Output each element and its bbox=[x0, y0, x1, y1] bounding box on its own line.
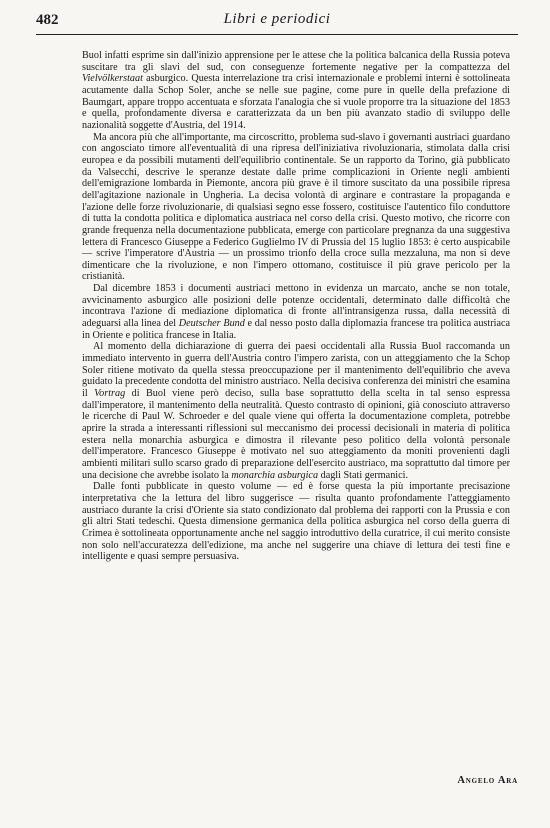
text-run: Dal dicembre 1853 i documenti austriaci mettono in evidenza un marcato, anche se non totale, avvicinamento asburgico alle posizioni delle potenze occidentali, determinato dalle difficoltà che incontrava l'azione di mediazione diplomatica di fronte all'intransigenza russa, dalla necessità di adeguarsi alla linea del bbox=[82, 283, 510, 330]
paragraph bbox=[82, 481, 510, 563]
paragraph bbox=[82, 50, 510, 132]
text-run: asburgico. Questa interrelazione tra crisi internazionale e problemi interni è sottolineata acutamente dalla Schop Soler, anche se nelle sue pagine, come pure in quelle della prefazione di Baumgart, appare troppo accentuata e sforzata l'analogia che si vuole proporre tra la situazione del 1853 e quella, profondamente diversa e caratterizzata da un ben più avanzato stadio di sviluppo delle nazionalità soggette d'Austria, del 1914. bbox=[82, 73, 510, 131]
text-run: Buol infatti esprime sin dall'inizio apprensione per le attese che la politica balcanica della Russia poteva suscitare tra gli slavi del sud, con conseguenze fortemente negative per la compattezza del bbox=[82, 50, 510, 73]
text-run: Dalle fonti pubblicate in questo volume — ed è forse questa la più importante precisazione interpretativa che la lettura del libro suggerisce — risulta quanto profondamente l'atteggiamento austriaco durante la crisi d'Oriente sia stato condizionato dal problema dei rapporti con la Prussia e con gli altri Stati tedeschi. Questa dimensione germanica della politica asburgica nel corso della guerra di Crimea è sottolineata opportunamente anche nel saggio introduttivo della curatrice, il cui merito consiste non solo nell'accuratezza dell'edizione, ma anche nel suggerire una chiave di lettura dei testi fine e intelligente e quasi sempre persuasiva. bbox=[82, 481, 510, 563]
paragraph bbox=[82, 341, 510, 481]
page-number: 482 bbox=[36, 12, 59, 28]
italic-run: Vielvölkerstaat bbox=[82, 73, 143, 85]
text-run: dagli Stati germanici. bbox=[318, 469, 409, 481]
text-run: Ma ancora più che all'importante, ma circoscritto, problema sud-slavo i governanti austriaci guardano con angosciato timore all'eventualità di una ripresa dell'iniziativa rivoluzionaria, stimolata dalla crisi europea e da possibili mutamenti dell'equilibrio continentale. Se un rapporto da Torino, già pubblicato da Valsecchi, descrive le speranze destate dalle prime complicazioni in Oriente negli ambienti dell'emigrazione lombarda in Piemonte, ancora più grave è il timore suscitato da una possibile ripresa dell'agitazione nazionale in Ungheria. La decisa volontà di arginare e contrastare la propaganda e l'azione delle forze rivoluzionarie, di qualsiasi segno esse fossero, costituisce l'autentico filo conduttore di tutta la condotta politica e diplomatica austriaca nel corso della crisi. Questo motivo, che ricorre con grande frequenza nella documentazione pubblicata, emerge con particolare pregnanza da una suggestiva lettera di Francesco Giuseppe a Federico Guglielmo IV di Prussia del 15 luglio 1853: è certo auspicabile — scrive l'imperatore d'Austria — un prossimo trionfo della croce sulla mezzaluna, ma non si deve dimenticare che la rivoluzione, e non l'impero ottomano, costituisce il più grave pericolo per la cristianità. bbox=[82, 131, 510, 283]
author-signature: Angelo Ara bbox=[457, 775, 518, 786]
paragraph bbox=[82, 132, 510, 284]
text-run: Al momento della dichiarazione di guerra dei paesi occidentali alla Russia Buol raccomanda un immediato intervento in guerra dell'Austria contro l'impero zarista, con un atteggiamento che la Schop Soler ritiene motivato da quella stessa preoccupazione per il mantenimento dell'equilibrio che aveva guidato la precedente condotta del ministro austriaco. Nella decisiva conferenza dei ministri che esamina il bbox=[82, 341, 510, 400]
italic-run: monarchia asburgica bbox=[231, 469, 319, 481]
paragraph bbox=[82, 283, 510, 341]
italic-run: Deutscher Bund bbox=[178, 318, 245, 330]
text-run: e dal nesso posto dalla diplomazia francese tra politica austriaca in Oriente e politica francese in Italia. bbox=[82, 318, 511, 341]
article-body bbox=[82, 50, 510, 563]
text-run: di Buol viene però deciso, sulla base soprattutto della scelta in tal senso espressa dall'imperatore, il mantenimento della neutralità. Questo contrasto di opinioni, già conosciuto attraverso le ricerche di Paul W. Schroeder e del quale viene qui offerta la documentazione completa, potrebbe aprire la strada a interessanti riflessioni sul meccanismo dei processi decisionali in materia di politica estera nella monarchia asburgica e dimostra il rilevante peso politico della volontà personale dell'imperatore. Francesco Giuseppe è motivato nel suo atteggiamento da moniti provenienti dagli ambienti militari sullo scarso grado di preparazione dell'esercito austriaco, ma soprattutto dal timore per una decisione che avrebbe isolato la bbox=[82, 388, 510, 481]
running-head: Libri e periodici bbox=[223, 11, 331, 27]
italic-run: Vortrag bbox=[94, 388, 126, 400]
page-header bbox=[36, 10, 518, 35]
